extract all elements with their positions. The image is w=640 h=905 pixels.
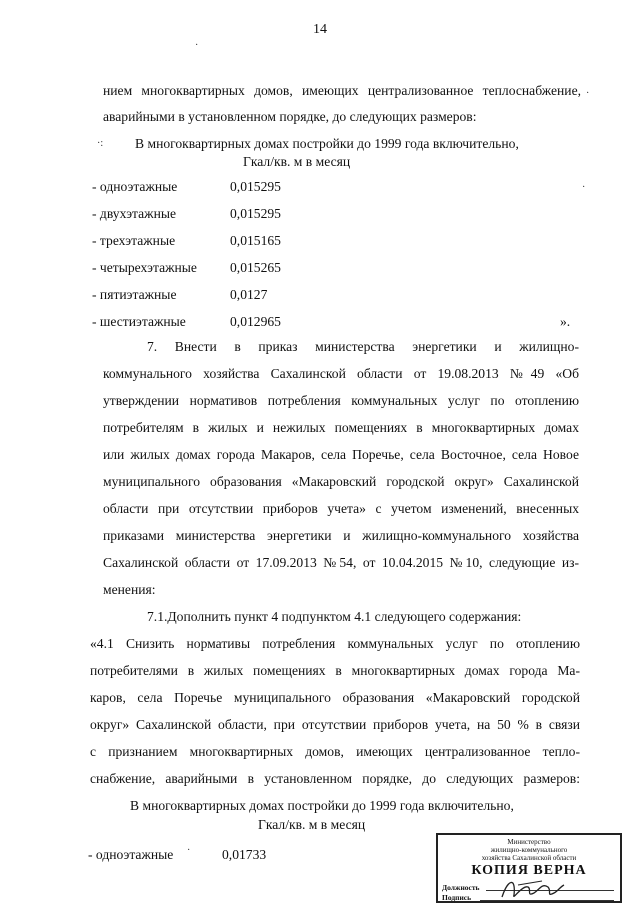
norm-value: 0,015165 <box>230 233 281 248</box>
stamp-title: КОПИЯ ВЕРНА <box>471 863 587 878</box>
para71-line-7: снабжение, аварийными в установленном порядке, до следующих размеров: <box>90 771 580 786</box>
copy-certified-stamp <box>436 833 622 903</box>
table1-unit: Гкал/кв. м в месяц <box>243 154 351 169</box>
para7-line-7: области при отсутствии приборов учета» с учетом изменений, внесенных <box>103 501 579 516</box>
floor-label: - трехэтажные <box>92 233 176 248</box>
floor-label: - шестиэтажные <box>92 314 186 329</box>
floor-label: - одноэтажные <box>92 179 178 194</box>
floor-label: - четырехэтажные <box>92 260 197 275</box>
para7-line-2: коммунального хозяйства Сахалинской области от 19.08.2013 №49 «Об <box>103 366 579 381</box>
norm-value: 0,012965 <box>230 314 281 329</box>
scan-speck: · <box>187 845 191 856</box>
para71-line-3: потребителями в жилых помещениях в многоквартирных домах города Ма- <box>90 663 580 678</box>
para71-line-5: округ» Сахалинской области, при отсутствии приборов учета, на 50 % в связи <box>90 717 580 732</box>
para71-line-2: «4.1 Снизить нормативы потребления коммунальных услуг по отоплению <box>90 636 580 651</box>
closing-quote: ». <box>560 314 571 329</box>
scan-speck: · <box>582 182 586 193</box>
para7-line-3: утверждении нормативов потребления коммунальных услуг по отоплению <box>103 393 579 408</box>
floor-label: - двухэтажные <box>92 206 177 221</box>
stamp-ministry-line2: жилищно-коммунального <box>490 846 568 854</box>
intro-line-1: нием многоквартирных домов, имеющих централизованное теплоснабжение, <box>103 83 581 98</box>
para7-line-1: 7. Внести в приказ министерства энергетики и жилищно- <box>147 339 579 354</box>
para71-line-4: каров, села Поречье муниципального образования «Макаровский городской <box>90 690 580 705</box>
stamp-position-label: Должность <box>442 883 480 892</box>
stamp-ministry-line3: хозяйства Сахалинской области <box>481 854 577 862</box>
para7-line-9: Сахалинской области от 17.09.2013 №54, от 10.04.2015 №10, следующие из- <box>103 555 579 570</box>
norm-value: 0,015295 <box>230 206 281 221</box>
intro-line-2: аварийными в установленном порядке, до следующих размеров: <box>103 109 477 124</box>
scan-speck: ·: <box>97 138 104 149</box>
table2-unit: Гкал/кв. м в месяц <box>258 817 366 832</box>
stamp-signature-label: Подпись <box>442 893 472 902</box>
norm-value: 0,015295 <box>230 179 281 194</box>
para71-line-1: 7.1.Дополнить пункт 4 подпунктом 4.1 следующего содержания: <box>147 609 522 624</box>
scan-speck: · <box>195 40 199 51</box>
floor-label: - пятиэтажные <box>92 287 177 302</box>
scan-speck: · <box>586 88 590 99</box>
para7-line-5: или жилых домах города Макаров, села Поречье, села Восточное, села Новое <box>103 447 579 462</box>
para71-line-6: с признанием многоквартирных домов, имеющих централизованное тепло- <box>90 744 580 759</box>
norm-value: 0,01733 <box>222 847 267 862</box>
para7-line-4: потребителям в жилых и нежилых помещениях в многоквартирных домах <box>103 420 579 435</box>
norm-value: 0,015265 <box>230 260 281 275</box>
para7-line-6: муниципального образования «Макаровский городской округ» Сахалинской <box>103 474 579 489</box>
table1-heading: В многоквартирных домах постройки до 1999 года включительно, <box>135 136 519 151</box>
floor-label: - одноэтажные <box>88 847 174 862</box>
para7-line-8: приказами министерства энергетики и жилищно-коммунального хозяйства <box>103 528 579 543</box>
table2-heading: В многоквартирных домах постройки до 1999 года включительно, <box>130 798 514 813</box>
stamp-ministry: Министерство <box>507 838 551 846</box>
norm-value: 0,0127 <box>230 287 268 302</box>
para7-line-10: менения: <box>103 582 156 597</box>
page-number: 14 <box>313 22 327 37</box>
handwritten-signature <box>498 873 568 903</box>
